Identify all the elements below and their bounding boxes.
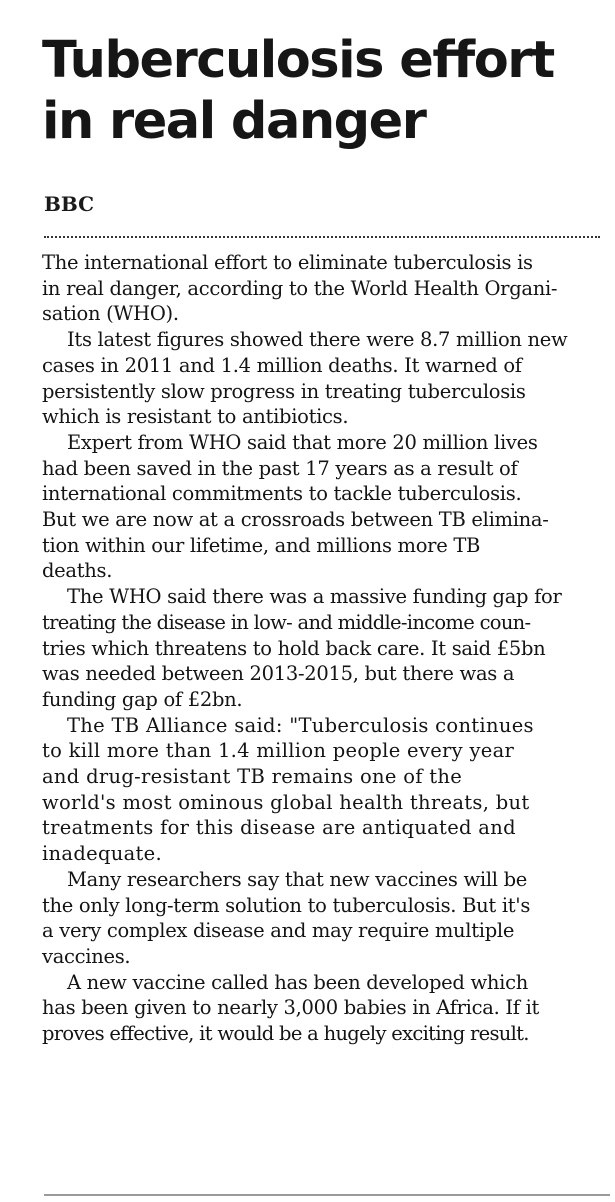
paragraph-line: the only long-term solution to tuberculosis. But it's bbox=[42, 893, 531, 917]
paragraph-line: world's most ominous global health threats, but bbox=[42, 790, 530, 814]
paragraph-line: But we are now at a crossroads between TB elimina- bbox=[42, 508, 549, 532]
paragraph-line: which is resistant to antibiotics. bbox=[42, 405, 349, 429]
paragraph-3 bbox=[42, 430, 604, 584]
paragraph-line: The WHO said there was a massive funding gap for bbox=[67, 585, 562, 609]
paragraph-line: has been given to nearly 3,000 babies in Africa. If it bbox=[42, 996, 540, 1020]
paragraph-line: Its latest figures showed there were 8.7 million new bbox=[67, 328, 568, 352]
paragraph-line: inadequate. bbox=[42, 842, 162, 866]
paragraph-4 bbox=[42, 584, 604, 713]
paragraph-line: persistently slow progress in treating tuberculosis bbox=[42, 379, 526, 403]
paragraph-line: funding gap of £2bn. bbox=[42, 687, 243, 711]
paragraph-line: The international effort to eliminate tuberculosis is bbox=[42, 251, 533, 274]
paragraph-line: Expert from WHO said that more 20 million lives bbox=[67, 430, 538, 454]
paragraph-line: sation (WHO). bbox=[42, 302, 179, 326]
paragraph-line: tion within our lifetime, and millions more TB bbox=[42, 533, 481, 557]
paragraph-line: tries which threatens to hold back care. It said £5bn bbox=[42, 636, 546, 660]
headline bbox=[42, 30, 602, 152]
paragraph-7 bbox=[42, 970, 604, 1047]
paragraph-line: had been saved in the past 17 years as a result of bbox=[42, 456, 518, 480]
headline-line-2: in real danger bbox=[42, 92, 426, 151]
paragraph-line: treatments for this disease are antiquated and bbox=[42, 816, 516, 840]
paragraph-line: a very complex disease and may require multiple bbox=[42, 919, 515, 943]
paragraph-line: to kill more than 1.4 million people every year bbox=[42, 739, 515, 763]
paragraph-line: international commitments to tackle tuberculosis. bbox=[42, 482, 522, 506]
paragraph-6 bbox=[42, 867, 604, 970]
bottom-divider bbox=[44, 1194, 610, 1196]
paragraph-5 bbox=[42, 713, 604, 867]
paragraph-1 bbox=[42, 250, 604, 327]
paragraph-line: was needed between 2013-2015, but there was a bbox=[42, 662, 515, 686]
paragraph-line: The TB Alliance said: "Tuberculosis continues bbox=[67, 713, 534, 737]
paragraph-line: treating the disease in low- and middle-income coun- bbox=[42, 610, 531, 634]
paragraph-line: Many researchers say that new vaccines will be bbox=[67, 867, 528, 891]
paragraph-line: and drug-resistant TB remains one of the bbox=[42, 765, 463, 789]
paragraph-line: proves effective, it would be a hugely exciting result. bbox=[42, 1022, 529, 1046]
article-body bbox=[42, 250, 604, 1047]
paragraph-line: cases in 2011 and 1.4 million deaths. It warned of bbox=[42, 353, 522, 377]
paragraph-line: in real danger, according to the World Health Organi- bbox=[42, 276, 558, 300]
paragraph-2 bbox=[42, 327, 604, 430]
paragraph-line: deaths. bbox=[42, 559, 113, 583]
dotted-divider bbox=[44, 236, 600, 238]
byline: BBC bbox=[44, 192, 95, 216]
paragraph-line: A new vaccine called has been developed which bbox=[67, 970, 528, 994]
paragraph-line: vaccines. bbox=[42, 944, 131, 968]
headline-line-1: Tuberculosis effort bbox=[42, 31, 554, 90]
